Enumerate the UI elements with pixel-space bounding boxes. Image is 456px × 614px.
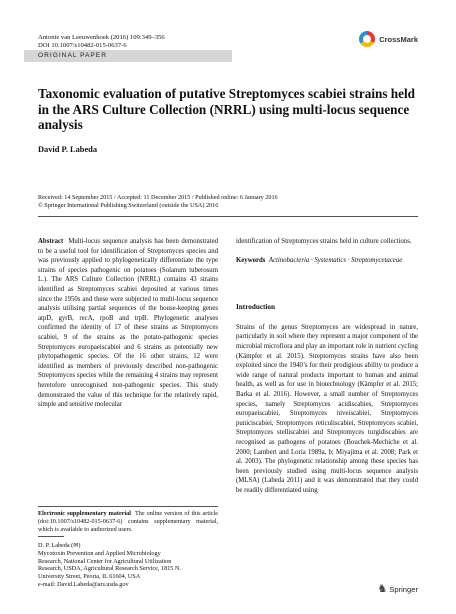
journal-citation	[38, 34, 165, 51]
keywords-text: Actinobacteria · Systematics · Streptomycetaceae	[268, 256, 403, 264]
publisher-name: Springer	[389, 585, 418, 594]
keywords-heading: Keywords	[236, 256, 266, 264]
abstract-text: Multi-locus sequence analysis has been demonstrated to be a useful tool for identification of Streptomyces species and was previously applied to phylogenetically differentiate the type strains of species pathogenic on potatoes (Solanum tuberosum L.). The ARS Culture Collection (NRRL) contains 43 strains identified as Streptomyces scabiei deposited at various times since the 1950s and these were subjected to multi-locus sequence analysis utilising partial sequences of the house-keeping genes atpD, gyrB, recA, rpoB and trpB. Phylogenetic analyses confirmed the identity of 17 of these strains as Streptomyces scabiei, 9 of the strains as the potato-pathogenic species Streptomyces europaeiscabiei and 6 strains as potentially new phytopathogenic species. Of the 16 other strains, 12 were identified as members of previously described non-pathogenic Streptomyces species while the remaining 4 strains may represent heretofore unrecognised non-pathogenic species. This study demonstrated the value of this technique for the relatively rapid, simple and sensitive molecular	[38, 238, 218, 409]
article-title: Taxonomic evaluation of putative Streptomyces scabiei strains held in the ARS Culture Collection (NRRL) using multi-locus sequence analysis	[38, 86, 415, 132]
copyright-line: © Springer International Publishing Switzerland (outside the USA) 2016	[38, 202, 219, 210]
supplementary-heading: Electronic supplementary material	[38, 510, 131, 517]
doi-line[interactable]: DOI 10.1007/s10482-015-0637-6	[38, 42, 127, 50]
crossmark-logo[interactable]	[359, 31, 418, 47]
publisher-logo	[377, 584, 418, 595]
affiliation-name: D. P. Labeda (✉)	[38, 542, 81, 549]
dates-line: Received: 14 September 2015 / Accepted: 11 December 2015 / Published online: 6 January 2016	[38, 194, 278, 201]
introduction-text: Strains of the genus Streptomyces are widespread in nature, particularly in soil where they represent a major component of the microbial microflora and play an important role in nutrient cycling (Kämpfer et al. 2015). Streptomyces strains have also been exploited since the 1940’s for their prodigious ability to produce a wide range of natural products important to human and animal health, as well as for use in biotechnology (Kämpfer et al. 2015; Barka et al. 2016). However, a small number of Streptomyces species, namely Streptomyces acidiscabies, Streptomyces europaeiscabiei, Streptomyces niveiscabiei, Streptomyces puniciscabiei, Streptomyces reticuliscabiei, Streptomyces scabiei, Streptomyces stelliscabiei and Streptomyces turgidiscabies are recognised as pathogens of potatoes (Bouchek-Mechiche et al. 2000; Lambert and Loria 1989a, b; Miyajima et al. 2008; Park et al. 2003). The phylogenetic relationship among these species has been previously studied using multi-locus sequence analysis (MLSA) (Labeda 2011) and it was demonstrated that they could be readily differentiated using	[236, 323, 418, 494]
article-type-banner: ORIGINAL PAPER	[24, 50, 232, 62]
springer-horse-icon: ♞	[377, 583, 388, 595]
abstract-section	[38, 237, 218, 410]
publication-dates	[38, 194, 278, 210]
author-name: David P. Labeda	[38, 145, 98, 154]
footnote-divider	[38, 506, 218, 507]
right-column	[236, 237, 418, 495]
crossmark-icon	[359, 31, 375, 47]
crossmark-label: CrossMark	[379, 34, 418, 44]
supplementary-text: The online version of this article (doi:10.1007/s10482-015-0637-6) contains supplementary material, which is available to authorized users.	[38, 510, 218, 533]
supplementary-note	[38, 510, 218, 534]
journal-line: Antonie van Leeuwenhoek (2016) 109:349–356	[38, 34, 165, 41]
affiliation-line: Mycotoxin Prevention and Applied Microbiology	[38, 549, 161, 557]
header-divider	[38, 216, 418, 217]
affiliation-email[interactable]: e-mail: David.Labeda@ars.usda.gov	[38, 580, 129, 588]
affiliation-line: Research, USDA, Agricultural Research Service, 1815 N.	[38, 565, 181, 573]
abstract-heading: Abstract	[38, 238, 64, 245]
affiliation-divider	[38, 536, 64, 537]
affiliation-line: University Street, Peoria, IL 61604, USA	[38, 573, 141, 581]
introduction-heading: Introduction	[236, 303, 276, 312]
keywords-section	[236, 256, 418, 266]
author-affiliation	[38, 542, 218, 589]
abstract-continuation: identification of Streptomyces strains held in culture collections.	[236, 238, 412, 245]
affiliation-line: Research, National Center for Agricultural Utilization	[38, 557, 172, 565]
